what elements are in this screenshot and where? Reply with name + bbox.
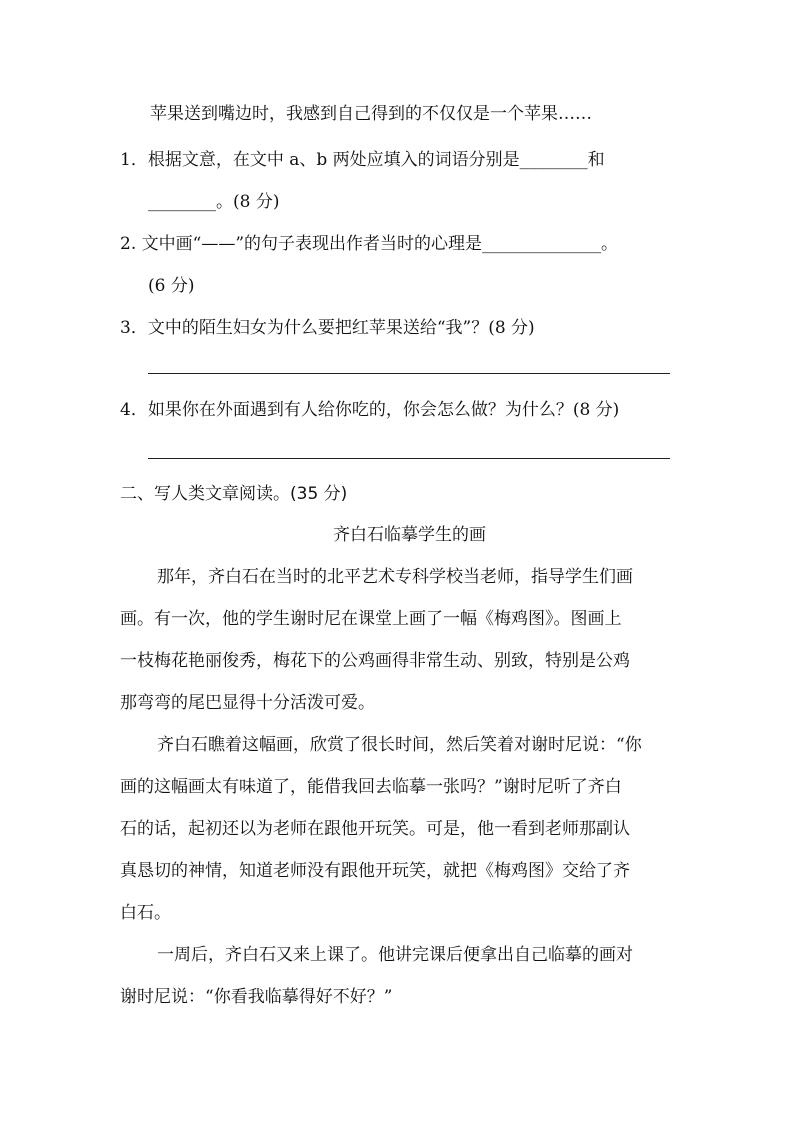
- paragraph-3-line-2: 谢时尼说：“你看我临摹得好不好？”: [120, 987, 393, 1007]
- passage-last-line: 苹果送到嘴边时，我感到自己得到的不仅仅是一个苹果……: [150, 104, 592, 124]
- paragraph-2-line-2: 画的这幅画太有味道了，能借我回去临摹一张吗？”谢时尼听了齐白: [120, 777, 622, 797]
- paragraph-3-line-1: 一周后，齐白石又来上课了。他讲完课后便拿出自己临摹的画对: [157, 945, 633, 965]
- article-title: 齐白石临摹学生的画: [333, 525, 486, 545]
- paragraph-2-line-5: 白石。: [120, 903, 171, 923]
- paragraph-1-line-3: 一枝梅花艳丽俊秀，梅花下的公鸡画得非常生动、别致，特别是公鸡: [120, 651, 630, 671]
- paragraph-1-line-4: 那弯弯的尾巴显得十分活泼可爱。: [120, 693, 375, 713]
- question-1-line-2: ________。(8 分): [148, 192, 280, 212]
- answer-line-q3: [148, 373, 670, 374]
- section-heading: 二、写人类文章阅读。(35 分): [120, 484, 348, 504]
- question-4: 4．如果你在外面遇到有人给你吃的，你会怎么做？为什么？(8 分): [120, 400, 620, 420]
- question-3: 3．文中的陌生妇女为什么要把红苹果送给“我”？(8 分): [120, 318, 535, 338]
- question-2-line-2: (6 分): [148, 276, 195, 296]
- question-1-line-1: 1．根据文意，在文中 a、b 两处应填入的词语分别是________和: [120, 150, 605, 170]
- question-2-line-1: 2. 文中画“——”的句子表现出作者当时的心理是______________。: [120, 234, 619, 254]
- paragraph-2-line-3: 石的话，起初还以为老师在跟他开玩笑。可是，他一看到老师那副认: [120, 819, 630, 839]
- paragraph-2-line-1: 齐白石瞧着这幅画，欣赏了很长时间，然后笑着对谢时尼说：“你: [157, 735, 642, 755]
- paragraph-1-line-1: 那年，齐白石在当时的北平艺术专科学校当老师，指导学生们画: [157, 567, 633, 587]
- paragraph-1-line-2: 画。有一次，他的学生谢时尼在课堂上画了一幅《梅鸡图》。图画上: [120, 609, 622, 629]
- paragraph-2-line-4: 真恳切的神情，知道老师没有跟他开玩笑，就把《梅鸡图》交给了齐: [120, 861, 630, 881]
- answer-line-q4: [148, 458, 670, 459]
